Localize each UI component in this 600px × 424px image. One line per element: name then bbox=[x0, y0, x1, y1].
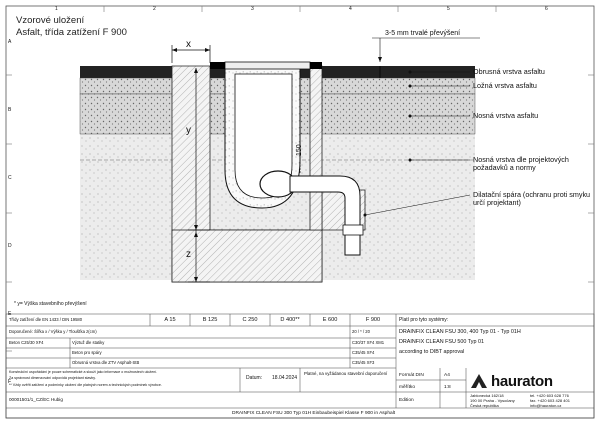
hauraton-logo-icon bbox=[470, 373, 488, 389]
spec-row-label: Výztuž dle statiky bbox=[72, 340, 105, 345]
class-a15: A 15 bbox=[164, 317, 176, 323]
drawing-title-line2: Asfalt, třída zatížení F 900 bbox=[16, 27, 127, 38]
phone: tel. +420 603 628 776 bbox=[530, 393, 569, 398]
standard-row-label: Třídy zatížení dle EN 1433 / DIN 19580 bbox=[9, 317, 83, 322]
spec-row-value: C30/37 XF4 XM1 bbox=[352, 340, 385, 345]
column-mark: 6 bbox=[545, 6, 548, 12]
date-label: Datum: bbox=[246, 375, 263, 381]
address-line-3: Česká republika bbox=[470, 403, 499, 408]
fax: fax. +420 603 428 401 bbox=[530, 398, 570, 403]
tolerance-note: 3-5 mm trvalé převýšení bbox=[385, 30, 461, 37]
dimension-z-label: z bbox=[186, 249, 191, 260]
column-mark: 1 bbox=[55, 6, 58, 12]
dimension-150-label: 150 bbox=[296, 144, 303, 156]
legend-subbase: Nosná vrstva dle projektových požadavků a normy bbox=[473, 155, 569, 173]
product-line-1: DRAINFIX CLEAN FSU 300, 400 Typ 01 - Typ 01H bbox=[399, 329, 521, 335]
column-mark: 2 bbox=[153, 6, 156, 12]
disclaimer-1: Konstrukční uspořádání je pouze schematické a slouží jako informace o možnostech uložení. bbox=[9, 370, 158, 374]
class-d400: D 400** bbox=[280, 317, 300, 323]
row-mark: C bbox=[8, 175, 12, 181]
spec-row-label: Beton C25/30 XF4 bbox=[9, 340, 44, 345]
edition-label: Edition bbox=[399, 398, 414, 403]
status-text: Platné, na vyžádanou stavební doporučení bbox=[304, 371, 388, 376]
product-line-2: DRAINFIX CLEAN FSU 500 Typ 01 bbox=[399, 339, 484, 345]
hauraton-logo bbox=[470, 372, 553, 390]
disclaimer-3: ** Vždy ověřit zatížení a podmínky uložení dle platných norem a technických podmínek výrobce. bbox=[9, 383, 162, 387]
drawing-number: 00001501/1_CZ/EC Hubig bbox=[9, 397, 63, 402]
column-mark: 3 bbox=[251, 6, 254, 12]
class-f900: F 900 bbox=[365, 317, 381, 323]
dimension-y-label: y bbox=[186, 125, 191, 136]
date-value: 18.04.2024 bbox=[272, 375, 298, 381]
address-line-2: 190 00 Praha - Vysočany bbox=[470, 398, 515, 403]
spec-row-label: Obrusná vrstva dle ZTV Asphalt-StB bbox=[72, 360, 140, 365]
dimension-x-label: x bbox=[186, 39, 191, 50]
class-c250: C 250 bbox=[242, 317, 258, 323]
column-mark: 5 bbox=[447, 6, 450, 12]
drawing-caption: DRAINFIX CLEAN FSU 300 Typ 01H Einbaubeispiel Klasse F 900 in Asphalt bbox=[232, 411, 396, 416]
scale-label: měřítko bbox=[399, 385, 415, 390]
legend-binder-course: Ložná vrstva asfaltu bbox=[473, 81, 537, 90]
legend-wearing-course: Obrusná vrstva asfaltu bbox=[473, 67, 545, 76]
row-mark: D bbox=[8, 243, 12, 249]
row-mark: F bbox=[8, 379, 12, 385]
spec-row-value: C35/45 XF4 bbox=[352, 350, 375, 355]
row-mark: B bbox=[8, 107, 12, 113]
scale-value: 1:8 bbox=[444, 385, 451, 390]
spec-row-label: Doporučené: Šířka x / Výška y / Tloušťka z(cm) bbox=[9, 329, 97, 334]
legend-expansion-joint: Dilatační spára (ochranu proti smyku určí projektant) bbox=[473, 190, 591, 208]
spec-row-value: 20 / * / 20 bbox=[352, 329, 370, 334]
row-mark: E bbox=[8, 311, 12, 317]
product-line-3: according to DIBT approval bbox=[399, 349, 465, 355]
company-name: hauraton bbox=[491, 372, 553, 390]
drawing-title-line1: Vzorové uložení bbox=[16, 15, 85, 26]
legend-base-course: Nosná vrstva asfaltu bbox=[473, 111, 539, 120]
row-mark: A bbox=[8, 39, 12, 45]
address-line-1: Jablonecká 162/18 bbox=[470, 393, 504, 398]
spec-row-label: Beton pro spáry bbox=[72, 350, 102, 355]
column-mark: 4 bbox=[349, 6, 352, 12]
spec-row-value: C35/45 XF3 bbox=[352, 360, 375, 365]
class-e600: E 600 bbox=[322, 317, 338, 323]
applies-to-label: Platí pro tyto systémy: bbox=[399, 317, 449, 323]
footnote: * y= Výška stavebního převýšení bbox=[14, 301, 87, 307]
format-value: A4 bbox=[444, 373, 450, 378]
disclaimer-2: Za správnost dimenzování odpovídá projektant stavby. bbox=[9, 376, 96, 380]
email: info@hauraton.cz bbox=[530, 403, 562, 408]
format-label: Formát DIN bbox=[399, 373, 424, 378]
class-b125: B 125 bbox=[202, 317, 218, 323]
